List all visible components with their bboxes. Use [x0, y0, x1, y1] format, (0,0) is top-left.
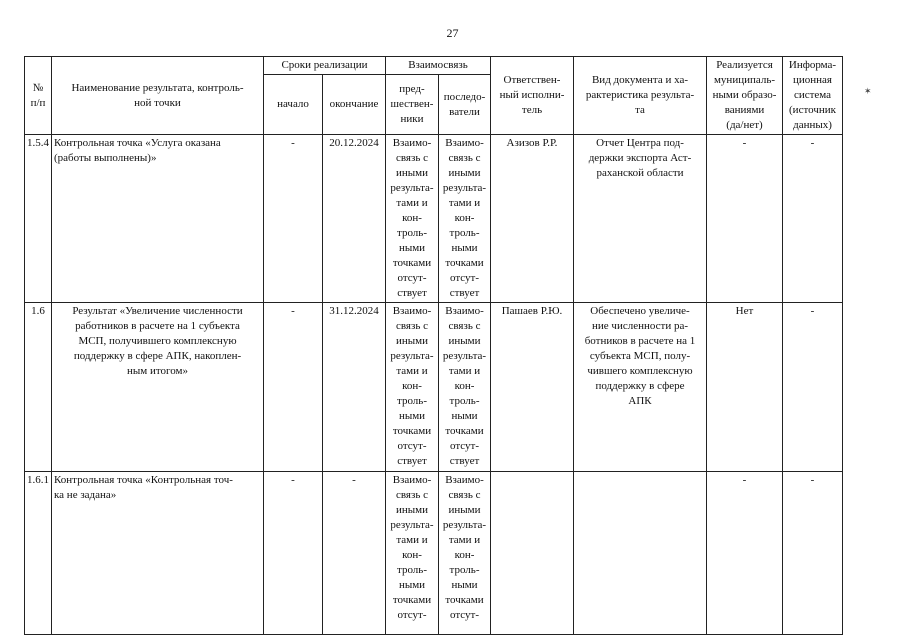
row-doc-type: Отчет Центра под- держки экспорта Аст- раханской области — [574, 135, 707, 303]
row-successors: Взаимо- связь с иными результа- тами и кон- троль- ными точками отсут- ствует — [439, 303, 491, 472]
header-successors: последо- ватели — [439, 75, 491, 135]
row-predecessors: Взаимо- связь с иными результа- тами и кон- троль- ными точками отсут- — [386, 472, 439, 635]
results-table — [24, 56, 843, 635]
row-name: Результат «Увеличение численности работников в расчете на 1 субъекта МСП, получившего комплексную поддержку в сфере АПК, накоплен- ным итогом» — [52, 303, 264, 472]
row-start: - — [264, 303, 323, 472]
header-municipal: Реализуется муниципаль- ными образо- ваниями (да/нет) — [707, 57, 783, 135]
row-num: 1.6 — [25, 303, 52, 472]
row-doc-type — [574, 472, 707, 635]
row-successors: Взаимо- связь с иными результа- тами и кон- троль- ными точками отсут- — [439, 472, 491, 635]
row-municipal: Нет — [707, 303, 783, 472]
row-municipal: - — [707, 135, 783, 303]
row-start: - — [264, 472, 323, 635]
table-row — [25, 303, 843, 472]
row-start: - — [264, 135, 323, 303]
row-end: 20.12.2024 — [323, 135, 386, 303]
header-predecessors: пред- шествен- ники — [386, 75, 439, 135]
header-link: Взаимосвязь — [386, 57, 491, 75]
row-info-system: - — [783, 135, 843, 303]
row-municipal: - — [707, 472, 783, 635]
page-number: 27 — [446, 26, 459, 40]
row-name: Контрольная точка «Услуга оказана (работы выполнены)» — [52, 135, 264, 303]
header-doc-type: Вид документа и ха- рактеристика результа- та — [574, 57, 707, 135]
row-name: Контрольная точка «Контрольная точ- ка не задана» — [52, 472, 264, 635]
row-num: 1.6.1 — [25, 472, 52, 635]
row-predecessors: Взаимо- связь с иными результа- тами и кон- троль- ными точками отсут- ствует — [386, 303, 439, 472]
header-terms: Сроки реализации — [264, 57, 386, 75]
header-start: начало — [264, 75, 323, 135]
header-responsible: Ответствен- ный исполни- тель — [491, 57, 574, 135]
row-successors: Взаимо- связь с иными результа- тами и кон- троль- ными точками отсут- ствует — [439, 135, 491, 303]
header-end: окончание — [323, 75, 386, 135]
row-doc-type: Обеспечено увеличе- ние численности ра- ботников в расчете на 1 субъекта МСП, полу- чившего комплексную поддержку в сфере АПК — [574, 303, 707, 472]
header-num: № п/п — [25, 57, 52, 135]
row-end: 31.12.2024 — [323, 303, 386, 472]
header-info-system: Информа- ционная система (источник данных) — [783, 57, 843, 135]
row-end: - — [323, 472, 386, 635]
header-row — [25, 57, 843, 75]
table-row — [25, 135, 843, 303]
row-info-system: - — [783, 303, 843, 472]
row-responsible: Азизов Р.Р. — [491, 135, 574, 303]
table-row — [25, 472, 843, 635]
stray-mark: ✶ — [864, 86, 872, 96]
row-responsible — [491, 472, 574, 635]
row-num: 1.5.4 — [25, 135, 52, 303]
row-responsible: Пашаев Р.Ю. — [491, 303, 574, 472]
row-predecessors: Взаимо- связь с иными результа- тами и кон- троль- ными точками отсут- ствует — [386, 135, 439, 303]
row-info-system: - — [783, 472, 843, 635]
header-name: Наименование результата, контроль- ной точки — [52, 57, 264, 135]
